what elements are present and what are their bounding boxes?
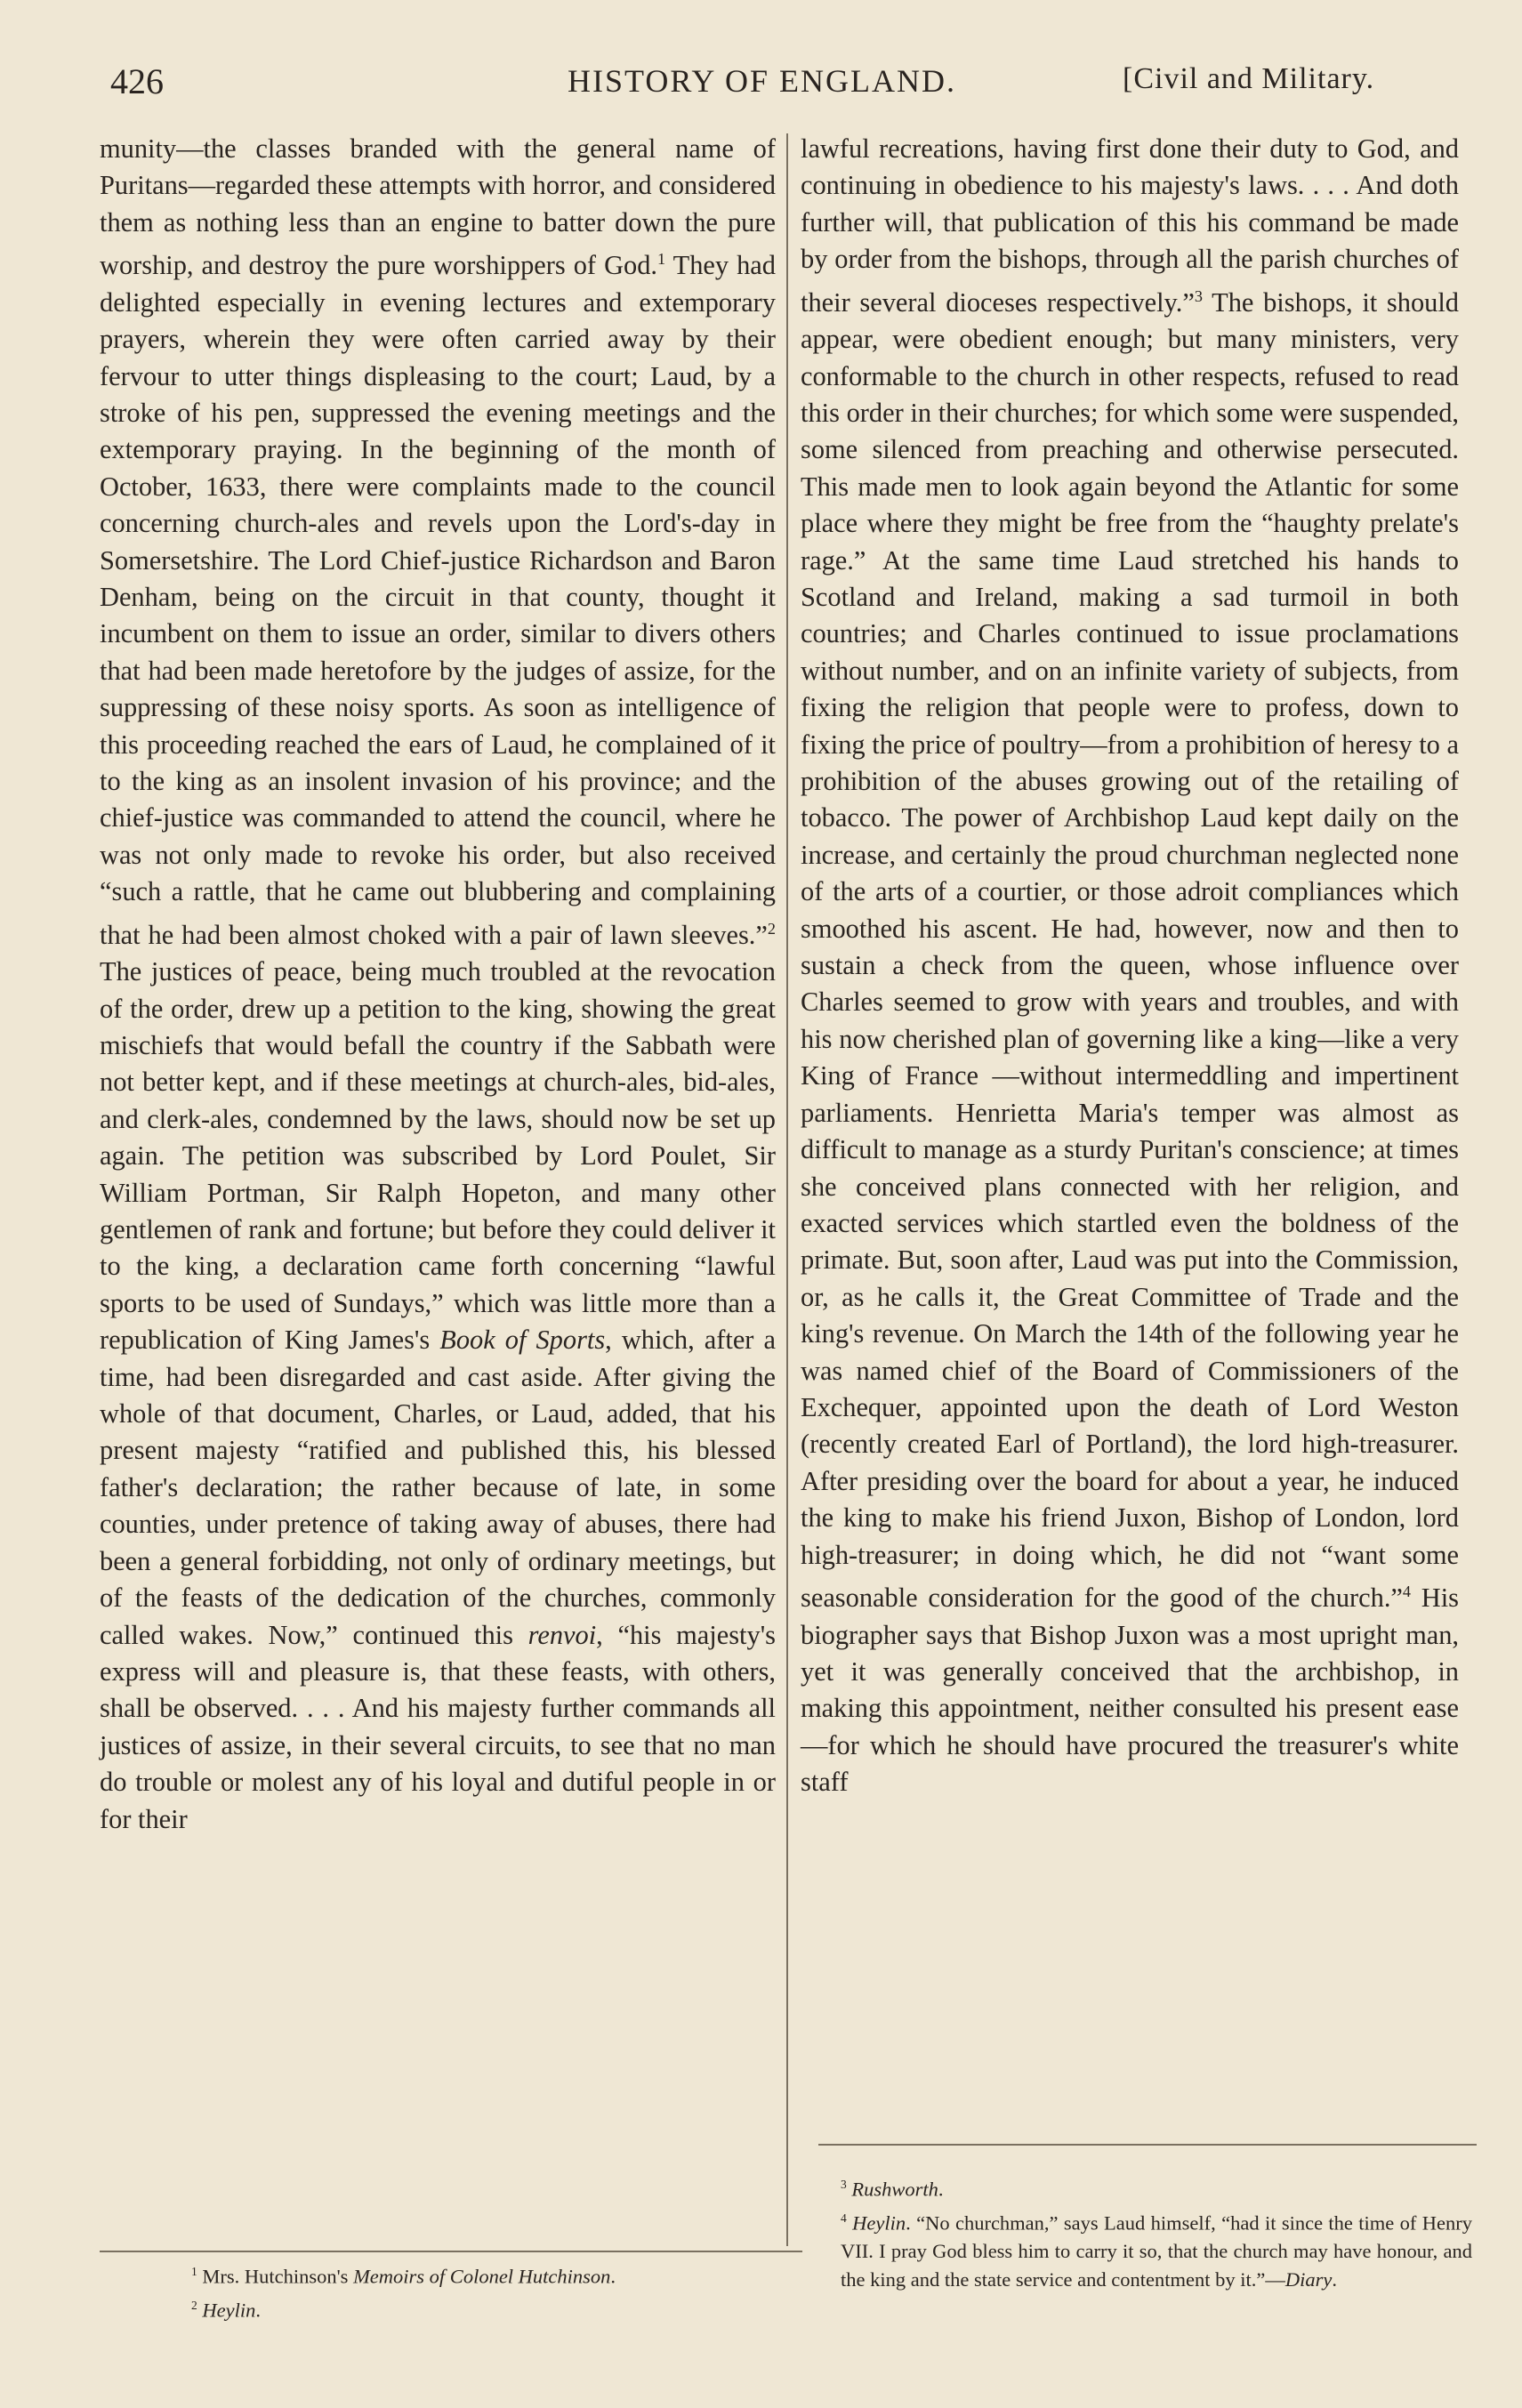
footnote-rule-right: [818, 2144, 1477, 2146]
footnote-ref-1[interactable]: 1: [657, 250, 666, 269]
footnote-4: $^4$ Heylin. “No churchman,” says Laud himself, “had it since the time of Henry VII. I pray God bless him to carry it so, that the church may have honour, and the king and the state service and contentment by it.”—Diary.: [841, 2211, 1472, 2291]
column-divider: [786, 133, 788, 2246]
right-column: [801, 131, 1459, 1801]
footnote-rule-left: [100, 2251, 802, 2252]
footnotes-right: [823, 2170, 1472, 2294]
running-title: HISTORY OF ENGLAND.: [568, 63, 957, 99]
footnote-ref-2[interactable]: 2: [767, 919, 776, 938]
page-number: 426: [110, 61, 164, 101]
footnote-2: $^2$ Heylin.: [191, 2298, 261, 2321]
footnote-ref-3[interactable]: 3: [1194, 286, 1203, 305]
footnotes-left: [191, 2258, 769, 2324]
footnote-3: $^3$ Rushworth.: [841, 2178, 944, 2201]
left-column: [100, 131, 776, 1838]
section-label: [Civil and Military.: [1123, 62, 1375, 95]
footnote-1: $^1$ Mrs. Hutchinson's Memoirs of Colonel Hutchinson.: [191, 2265, 616, 2288]
footnote-ref-4[interactable]: 4: [1402, 1582, 1412, 1600]
renvoi-word: renvoi: [527, 1619, 597, 1650]
running-header: [100, 55, 1461, 109]
left-paragraph: munity—the classes branded with the general name of Puritans—regarded these attempts with horror, and considered them as nothing less than an engine to batter down the pure worship, and destroy the pure worshippers of God.$^1$ They had delighted especially in evening lectures and extemporary prayers, wherein they were often carried away by their fervour to utter things displeasing to the court; Laud, by a stroke of his pen, suppressed the evening meetings and the extemporary praying. In the beginning of the month of October, 1633, there were complaints made to the council concerning church-ales and revels upon the Lord's-day in Somersetshire. The Lord Chief-justice Richardson and Baron Denham, being on the circuit in that county, thought it incumbent on them to issue an order, similar to divers others that had been made heretofore by the judges of assize, for the suppressing of these noisy sports. As soon as intelligence of this proceeding reached the ears of Laud, he complained of it to the king as an insolent invasion of his province; and the chief-justice was commanded to attend the council, where he was not only made to revoke his order, but also received “such a rattle, that he came out blubbering and complaining that he had been almost choked with a pair of lawn sleeves.”$^2$ The justices of peace, being much troubled at the revocation of the order, drew up a petition to the king, showing the great mischiefs that would befall the country if the Sabbath were not better kept, and if these meetings at church-ales, bid-ales, and clerk-ales, condemned by the laws, should now be set up again. The petition was subscribed by Lord Poulet, Sir William Portman, Sir Ralph Hopeton, and many other gentlemen of rank and fortune; but before they could deliver it to the king, a declaration came forth concerning “lawful sports to be used of Sundays,” which was little more than a republication of King James's Book of Sports, which, after a time, had been disregarded and cast aside. After giving the whole of that document, Charles, or Laud, added, that his present majesty “ratified and published this, his blessed father's declaration; the rather because of late, in some counties, under pretence of taking away of abuses, there had been a general forbidding, not only of ordinary meetings, but of the feasts of the dedication of the churches, commonly called wakes. Now,” continued this renvoi, “his majesty's express will and pleasure is, that these feasts, with others, shall be observed. . . . And his majesty further commands all justices of assize, in their several circuits, to see that no man do trouble or molest any of his loyal and dutiful people in or for their: [100, 133, 776, 1834]
book-title: Book of Sports: [439, 1325, 606, 1356]
right-paragraph: lawful recreations, having first done their duty to God, and continuing in obedience to his majesty's laws. . . . And doth further will, that publication of this his command be made by order from the bishops, through all the parish churches of their several dioceses respectively.”$^3$ The bishops, it should appear, were obedient enough; but many ministers, very conformable to the church in other respects, refused to read this order in their churches; for which some were suspended, some silenced from preaching and otherwise persecuted. This made men to look again beyond the Atlantic for some place where they might be free from the “haughty prelate's rage.” At the same time Laud stretched his hands to Scotland and Ireland, making a sad turmoil in both countries; and Charles continued to issue proclamations without number, and on an infinite variety of subjects, from fixing the religion that people were to profess, down to fixing the price of poultry—from a prohibition of heresy to a prohibition of the abuses growing out of the retailing of tobacco. The power of Archbishop Laud kept daily on the increase, and certainly the proud churchman neglected none of the arts of a courtier, or those adroit compliances which smoothed his ascent. He had, however, now and then to sustain a check from the queen, whose influence over Charles seemed to grow with years and troubles, and with his now cherished plan of governing like a king—like a very King of France —without intermeddling and impertinent parliaments. Henrietta Maria's temper was almost as difficult to manage as a sturdy Puritan's conscience; at times she conceived plans connected with her religion, and exacted services which startled even the boldness of the primate. But, soon after, Laud was put into the Commission, or, as he calls it, the Great Committee of Trade and the king's revenue. On March the 14th of the following year he was named chief of the Board of Commissioners of the Exchequer, appointed upon the death of Lord Weston (recently created Earl of Portland), the lord high-treasurer. After presiding over the board for about a year, he induced the king to make his friend Juxon, Bishop of London, lord high-treasurer; in doing which, he did not “want some seasonable consideration for the good of the church.”$^4$ His biographer says that Bishop Juxon was a most upright man, yet it was generally conceived that the archbishop, in making this appointment, neither consulted his present ease—for which he should have procured the treasurer's white staff: [801, 133, 1459, 1798]
